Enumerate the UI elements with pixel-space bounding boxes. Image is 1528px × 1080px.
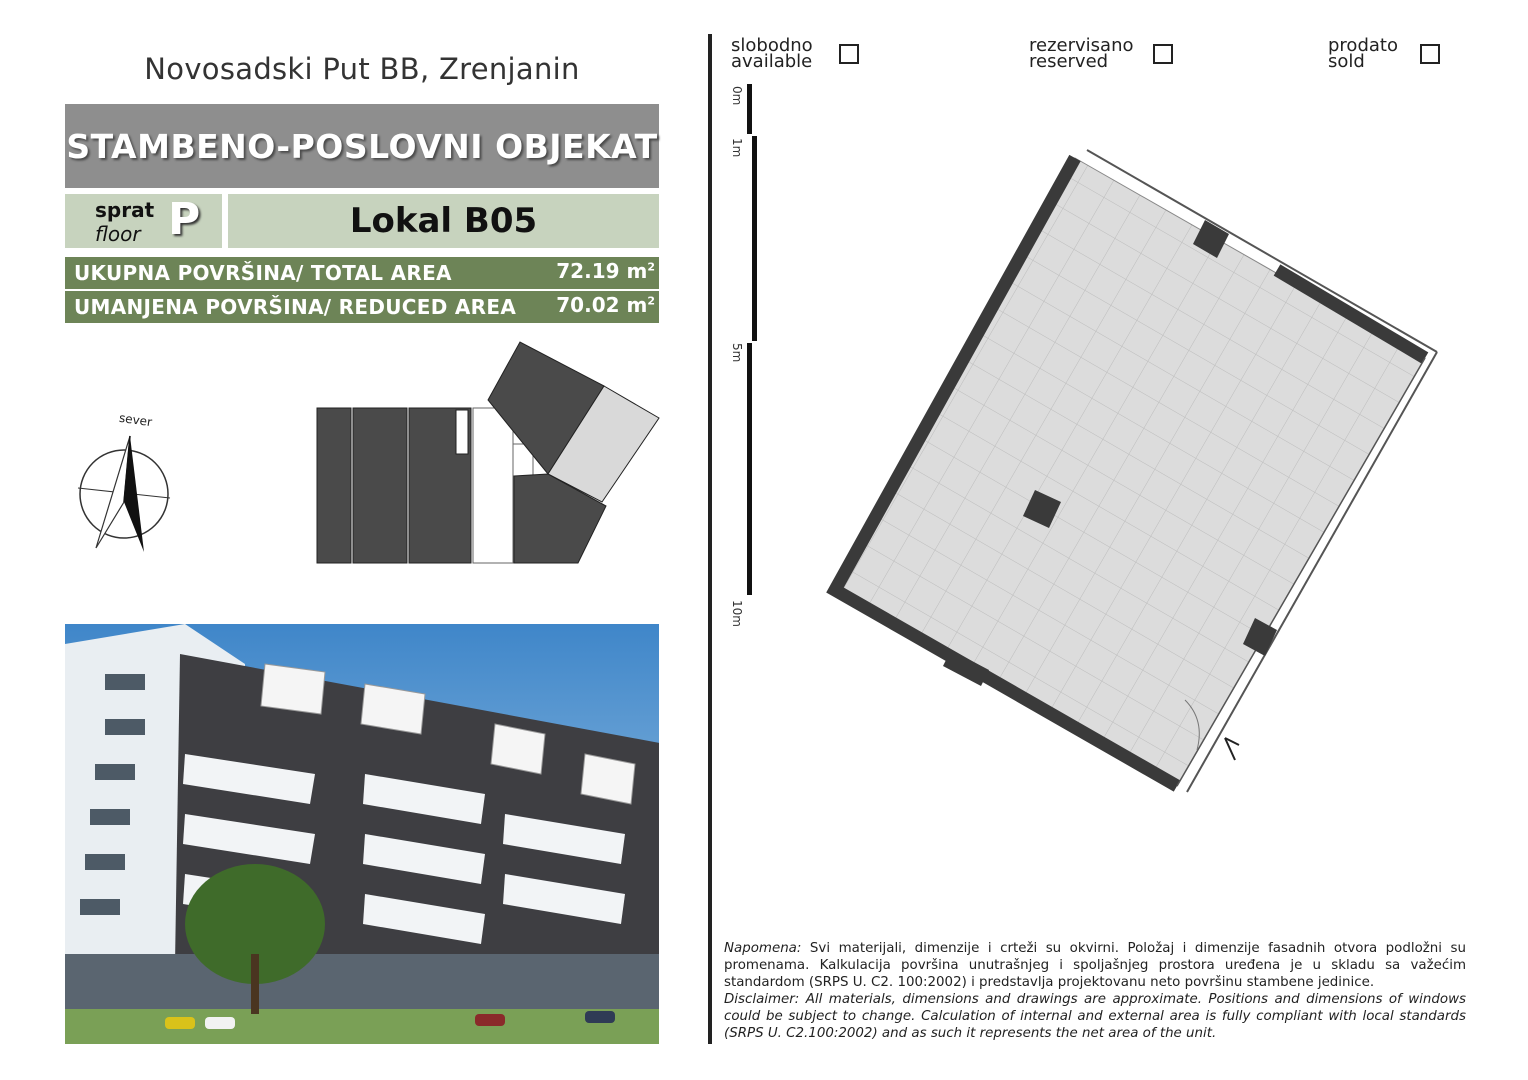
- unit-name-box: [228, 194, 659, 248]
- reduced-area-label: UMANJENA POVRŠINA/ REDUCED AREA: [74, 295, 517, 319]
- disclaimer-note: [724, 940, 1466, 1042]
- scale-segment-1: [752, 136, 757, 341]
- legend-reserved-checkbox[interactable]: [1153, 44, 1173, 64]
- legend-reserved: [1029, 35, 1134, 72]
- scale-segment-0: [747, 84, 752, 134]
- building-rendering: [65, 624, 659, 1044]
- scale-label-5m: 5m: [730, 343, 744, 363]
- reduced-area-row: [65, 291, 659, 323]
- legend-sold-label-sr: prodato: [1328, 35, 1398, 56]
- scale-label-1m: 1m: [730, 138, 744, 158]
- vertical-divider: [708, 34, 712, 1044]
- scale-label-0m: 0m: [730, 86, 744, 106]
- legend-reserved-label-en: reserved: [1029, 51, 1109, 72]
- scale-segment-2: [747, 343, 752, 595]
- legend-sold-label-en: sold: [1328, 51, 1365, 72]
- unit-floor-plan: [825, 140, 1445, 800]
- total-area-value: 72.19 $m^2$: [556, 259, 655, 283]
- project-title-bar: [65, 104, 659, 188]
- floor-value: P: [168, 194, 201, 245]
- floor-label-sr: sprat: [95, 198, 155, 222]
- legend-available-label-en: available: [731, 51, 813, 72]
- total-area-row: [65, 257, 659, 289]
- key-plan: [316, 340, 661, 570]
- legend-available: [731, 35, 813, 72]
- compass-label: sever: [118, 410, 153, 430]
- unit-name: Lokal B05: [349, 201, 538, 241]
- legend-available-checkbox[interactable]: [839, 44, 859, 64]
- north-arrow-icon: [72, 432, 182, 557]
- legend-reserved-label-sr: rezervisano: [1029, 35, 1134, 56]
- floor-box: [65, 194, 222, 248]
- scale-label-10m: 10m: [730, 600, 744, 627]
- legend-available-label-sr: slobodno: [731, 35, 813, 56]
- legend-sold-checkbox[interactable]: [1420, 44, 1440, 64]
- note-en: [724, 991, 1466, 1042]
- legend-sold: [1328, 35, 1398, 72]
- note-en-text: Disclaimer: All materials, dimensions and drawings are approximate. Positions and dimensions of windows could be subject to change. Calculation of internal and external area is fully compliant with local standards (SRPS U. C2.100:2002) and as such it represents the net area of the unit.: [724, 992, 1466, 1041]
- floor-label-en: floor: [95, 222, 141, 246]
- reduced-area-value: 70.02 $m^2$: [556, 293, 655, 317]
- note-sr-text: Svi materijali, dimenzije i crteži su okvirni. Položaj i dimenzije fasadnih otvora podložni su promenama. Kalkulacija površina unutrašnjeg i spoljašnjeg prostora uređena je u skladu sa važećim standardom (SRPS U. C2. 100:2002) i predstavlja projektovanu neto površinu stambene jedinice.: [724, 941, 1466, 990]
- note-sr: [724, 940, 1466, 991]
- note-sr-label: Napomena:: [724, 941, 802, 956]
- project-title: STAMBENO-POSLOVNI OBJEKAT: [66, 126, 658, 166]
- total-area-label: UKUPNA POVRŠINA/ TOTAL AREA: [74, 261, 452, 285]
- project-address: Novosadski Put BB, Zrenjanin: [144, 52, 580, 86]
